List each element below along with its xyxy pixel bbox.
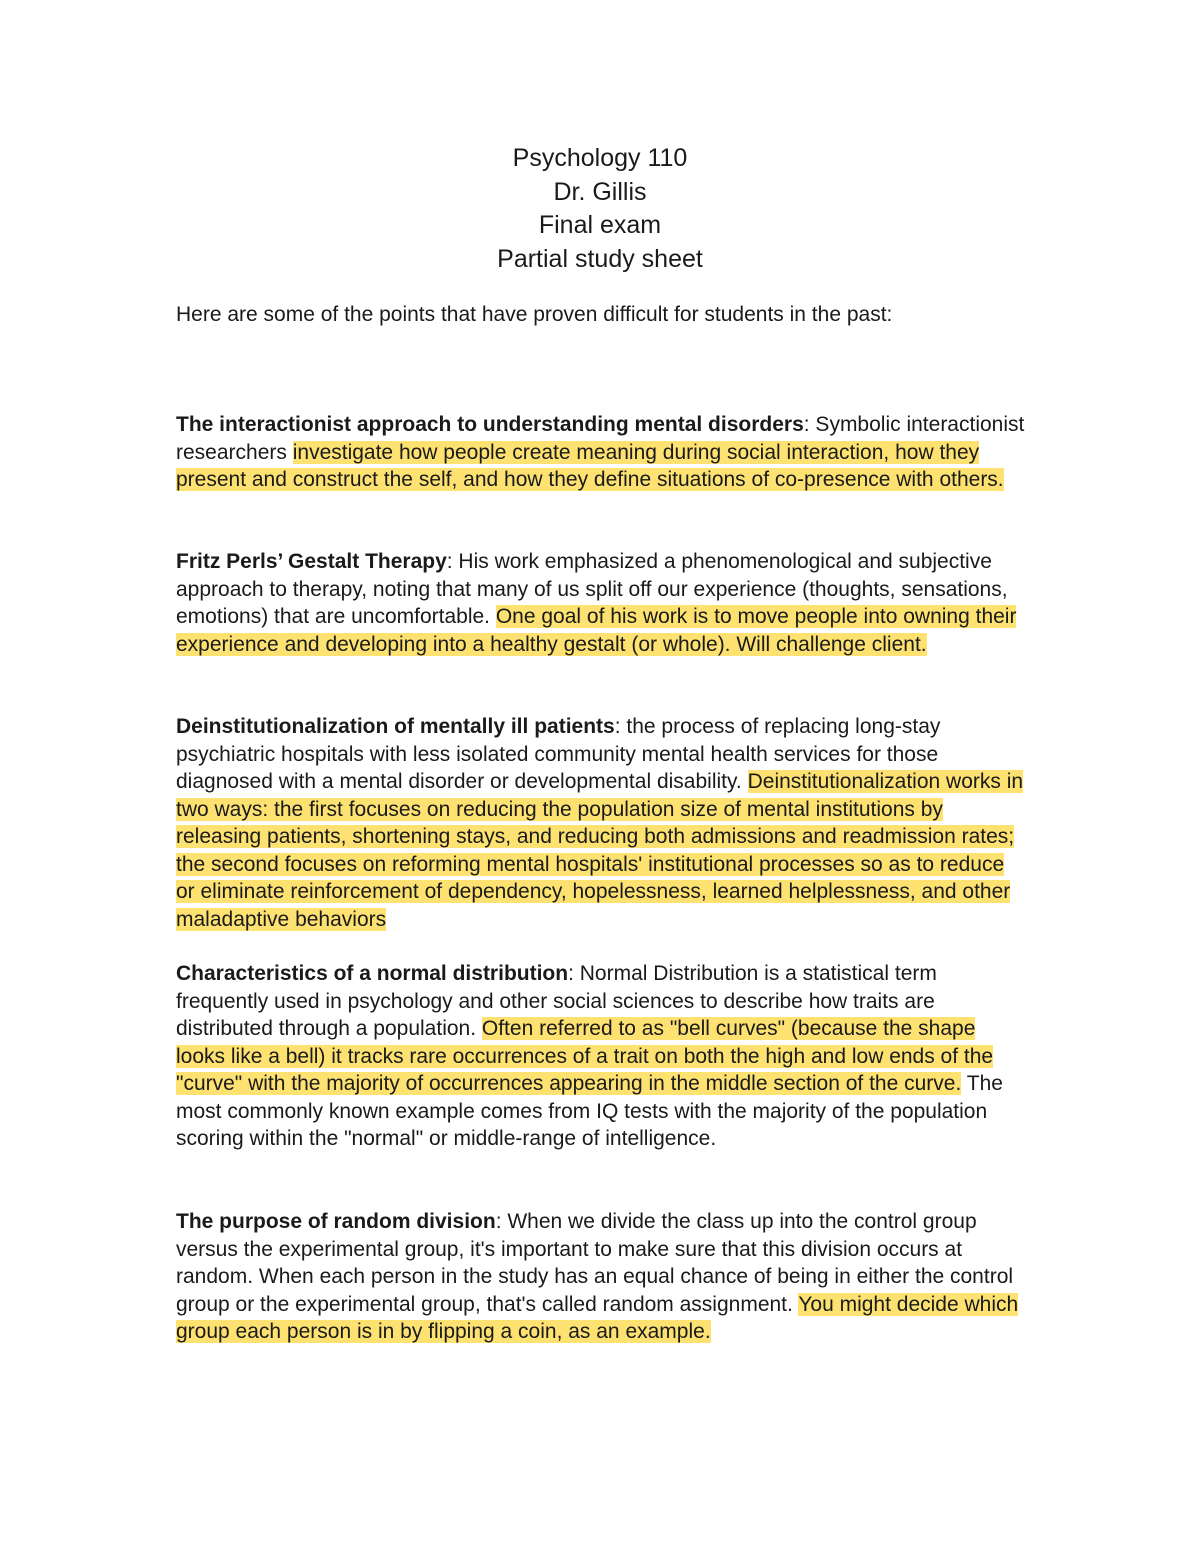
exam-title: Final exam (538, 211, 662, 239)
section-text: : Normal Distribution is a statistical term frequently used in psychology and other social sciences to describe how traits are distributed through a population. (176, 962, 937, 1040)
section-term: Deinstitutionalization of mentally ill patients (176, 715, 615, 738)
highlighted-text: Often referred to as "bell curves" (because the shape looks like a bell) it tracks rare occurrences of a trait on both the high and low ends of the "curve" with the majority of occurrences appearing in the middle section of the curve. (176, 1017, 994, 1095)
highlighted-text: One goal of his work is to move people into owning their experience and developing into a healthy gestalt (or whole). Will challenge client. (176, 605, 1017, 656)
section-text: : When we divide the class up into the control group versus the experimental group, it's important to make sure that this division occurs at random. When each person in the study has an equal chance of being in either the control group or the experimental group, that's called random assignment. (176, 1210, 1014, 1316)
instructor-name: Dr. Gillis (553, 177, 647, 206)
section-interactionist (176, 411, 1028, 494)
highlighted-text: You might decide which group each person is in by flipping a coin, as an example. (176, 1292, 1019, 1343)
course-title: Psychology 110 (512, 144, 688, 172)
section-text: : Symbolic interactionist researchers (176, 413, 1025, 464)
highlighted-text: investigate how people create meaning during social interaction, how they present and construct the self, and how they define situations of co-presence with others. (176, 440, 1004, 491)
document-header (0, 142, 1200, 276)
section-normal-distribution (176, 960, 1028, 1153)
section-term: The interactionist approach to understanding mental disorders (176, 413, 804, 436)
sheet-title: Partial study sheet (497, 244, 703, 273)
intro-text: Here are some of the points that have proven difficult for students in the past: (176, 303, 893, 326)
section-text: : His work emphasized a phenomenological and subjective approach to therapy, noting that many of us split off our experience (thoughts, sensations, emotions) that are uncomfortable. (176, 550, 1008, 628)
section-term: The purpose of random division (176, 1210, 496, 1233)
section-text-after: The most commonly known example comes from IQ tests with the majority of the population scoring within the "normal" or middle-range of intelligence. (176, 1072, 1003, 1150)
section-term: Fritz Perls’ Gestalt Therapy (176, 550, 447, 573)
section-gestalt (176, 548, 1028, 658)
section-deinstitutionalization (176, 713, 1028, 933)
section-random-division (176, 1208, 1028, 1346)
section-term: Characteristics of a normal distribution (176, 962, 569, 985)
section-text: : the process of replacing long-stay psychiatric hospitals with less isolated community mental health services for those diagnosed with a mental disorder or developmental disability. (176, 715, 941, 793)
highlighted-text: Deinstitutionalization works in two ways: the first focuses on reducing the population size of mental institutions by releasing patients, shortening stays, and reducing both admissions and readmission rates; the second focuses on reforming mental hospitals' institutional processes so as to reduce or eliminate reinforcement of dependency, hopelessness, learned helplessness, and other maladaptive behaviors (176, 770, 1024, 931)
